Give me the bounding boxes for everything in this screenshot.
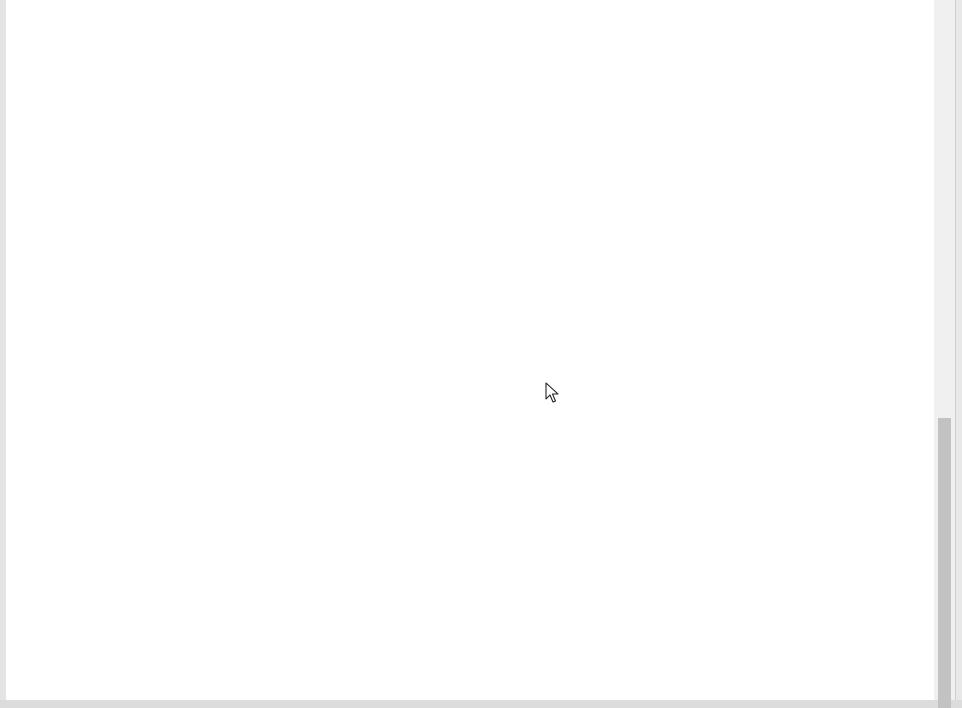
list-item	[40, 148, 930, 168]
document-viewer	[6, 0, 934, 700]
list-item	[40, 88, 930, 108]
list-item	[40, 108, 930, 128]
window-right-edge	[955, 0, 962, 700]
condition-description-continuation	[40, 328, 930, 348]
condition-item	[40, 368, 930, 388]
document-content	[40, 0, 930, 670]
vertical-scrollbar[interactable]	[934, 0, 955, 700]
review-text-continuation	[40, 589, 930, 609]
condition-item	[40, 268, 930, 288]
list-item-continuation	[40, 188, 930, 208]
review-text	[40, 569, 930, 589]
note-line	[40, 508, 930, 528]
intro-text	[40, 48, 930, 68]
condition-description	[40, 308, 930, 328]
note-line	[40, 528, 930, 548]
section-heading	[40, 28, 930, 48]
condition-item	[40, 448, 930, 468]
mouse-pointer-icon	[545, 382, 559, 404]
condition-continuation	[40, 468, 930, 488]
note-line	[40, 630, 930, 650]
condition-description	[40, 408, 930, 428]
check-intro	[40, 228, 930, 248]
note-line	[40, 650, 930, 670]
list-item	[40, 128, 930, 148]
list-item	[40, 168, 930, 188]
scrollbar-thumb[interactable]	[938, 418, 951, 708]
